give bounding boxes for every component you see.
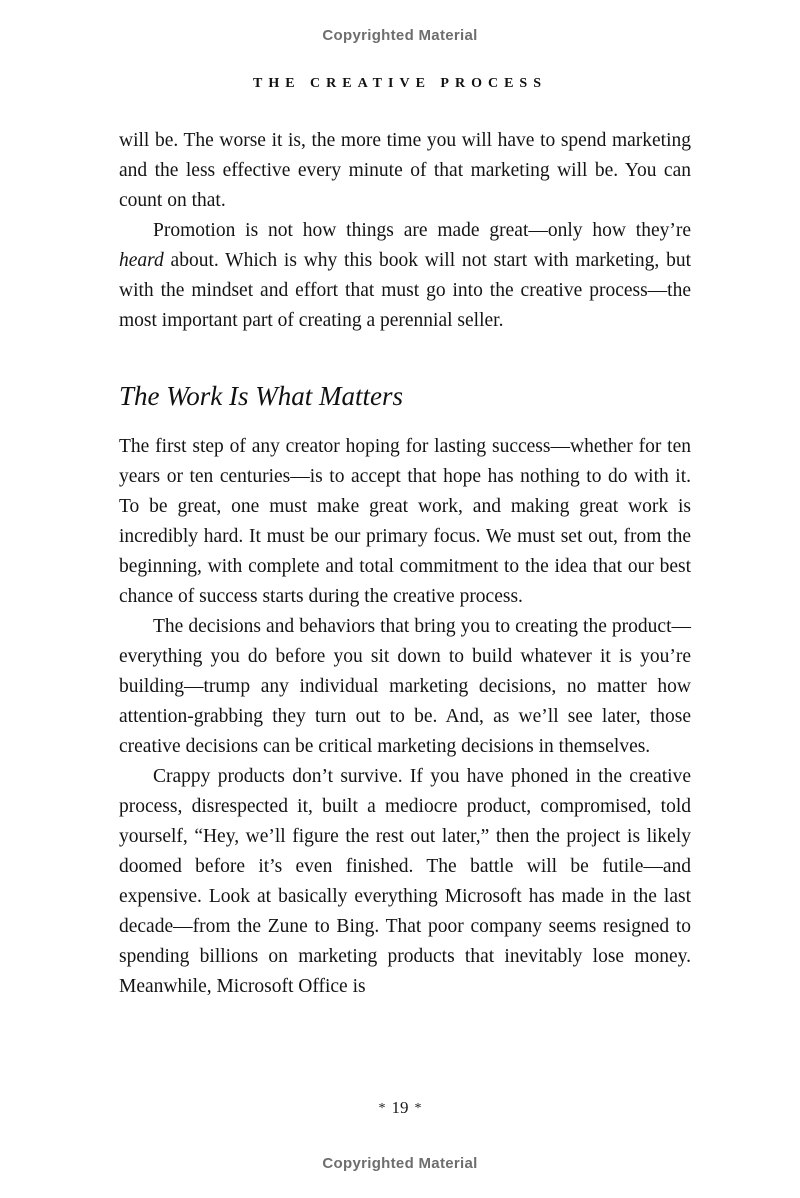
- running-header: THE CREATIVE PROCESS: [252, 76, 547, 91]
- copyright-notice-top: Copyrighted Material: [322, 27, 478, 44]
- paragraph-2-text-after: about. Which is why this book will not start with marketing, but with the mindset and effort that must go into the creative process—the most important part of creating a perennial seller.: [119, 250, 691, 331]
- footer-ornament-right: *: [414, 1101, 422, 1116]
- page-footer: [0, 1098, 800, 1118]
- section-heading: The Work Is What Matters: [119, 381, 403, 411]
- italic-word-heard: heard: [119, 250, 164, 271]
- paragraph-3: The first step of any creator hoping for lasting success—whether for ten years or ten centuries—is to accept that hope has nothing to do with it. To be great, one must make great work, and making great work is incredibly hard. It must be our primary focus. We must set out, from the beginning, with complete and total commitment to the idea that our best chance of success starts during the creative process.: [119, 436, 691, 607]
- copyright-notice-bottom: Copyrighted Material: [322, 1155, 478, 1172]
- paragraph-5: Crappy products don’t survive. If you have phoned in the creative process, disrespected it, built a mediocre product, compromised, told yourself, “Hey, we’ll figure the rest out later,” then the project is likely doomed before it’s even finished. The battle will be futile—and expensive. Look at basically everything Microsoft has made in the last decade—from the Zune to Bing. That poor company seems resigned to spending billions on marketing products that inevitably lose money. Meanwhile, Microsoft Office is: [119, 766, 691, 997]
- paragraph-1: will be. The worse it is, the more time you will have to spend marketing and the less effective every minute of that marketing will be. You can count on that.: [119, 130, 691, 211]
- paragraph-2: [119, 216, 691, 336]
- paragraph-2-text-before: Promotion is not how things are made great—only how they’re: [153, 220, 691, 241]
- paragraph-4: The decisions and behaviors that bring you to creating the product—everything you do before you sit down to build whatever it is you’re building—trump any individual marketing decisions, no matter how attention-grabbing they turn out to be. And, as we’ll see later, those creative decisions can be critical marketing decisions in themselves.: [119, 616, 691, 757]
- footer-ornament-left: *: [378, 1101, 386, 1116]
- page-number: 19: [391, 1098, 409, 1117]
- body-text: [119, 126, 691, 1002]
